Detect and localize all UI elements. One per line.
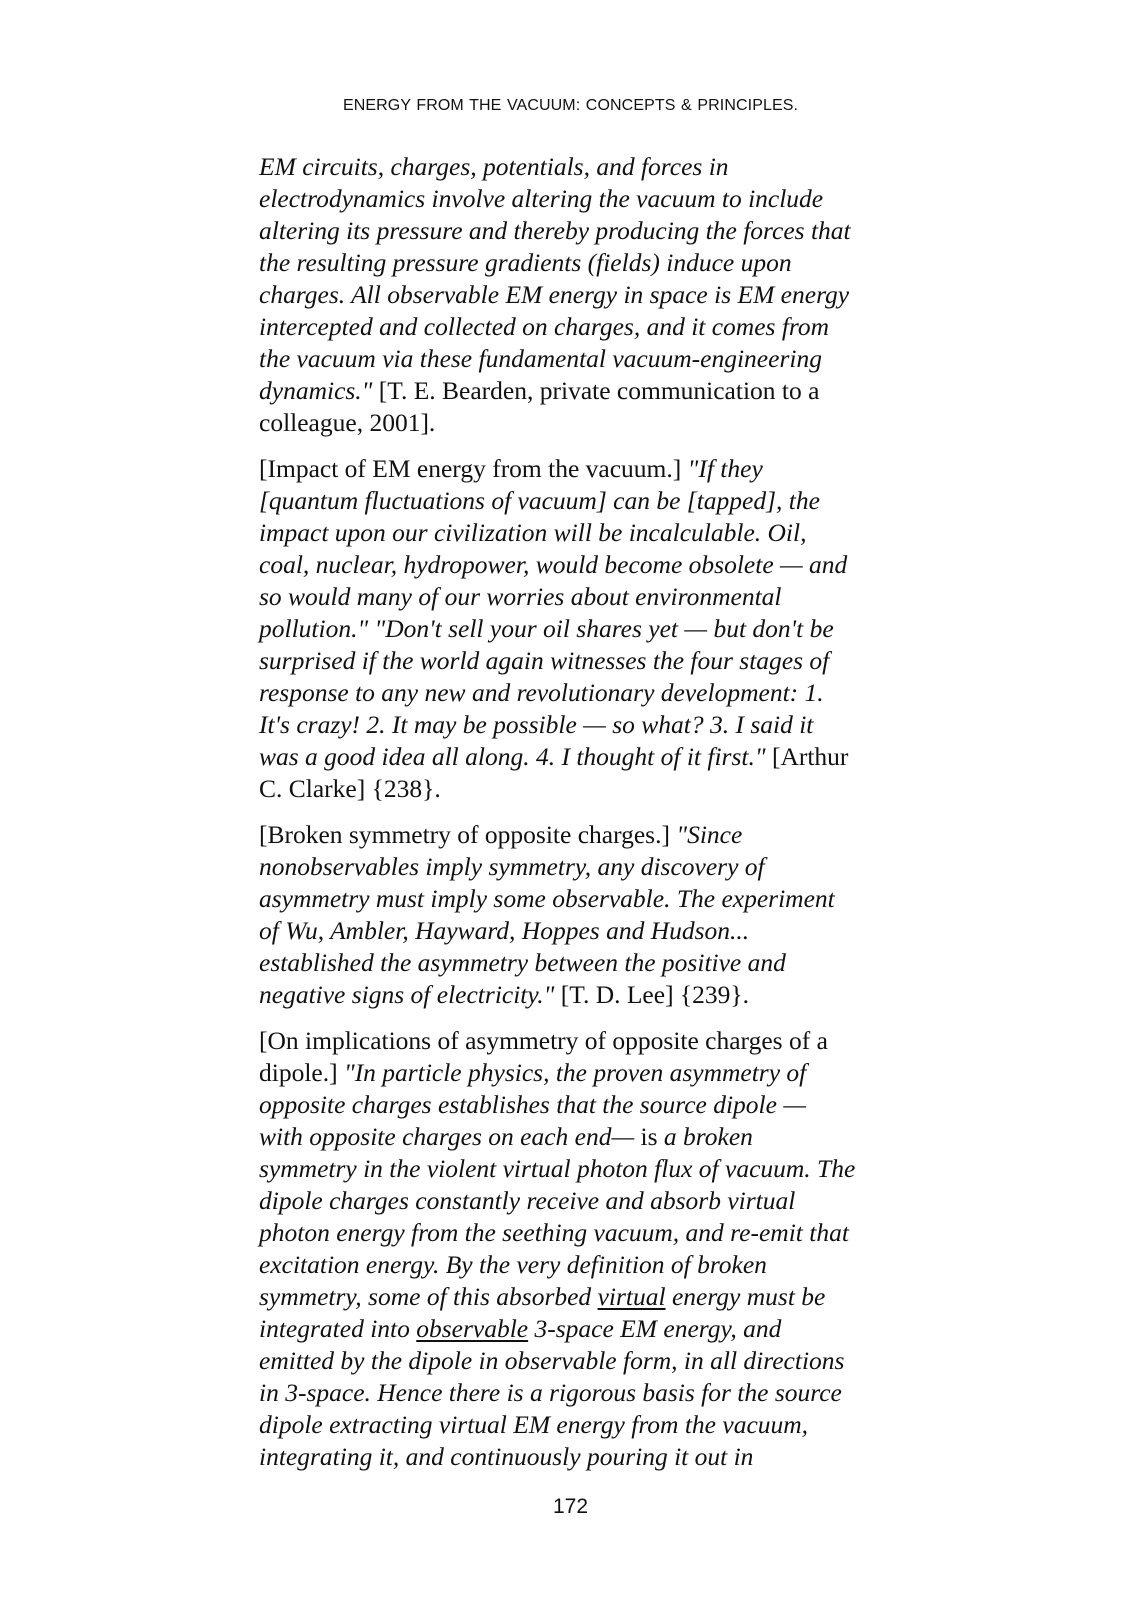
text-span: asymmetry must imply some observable. The experiment [259,884,835,913]
text-line [259,183,939,215]
text-span: opposite charges establishes that the source dipole — [259,1090,807,1119]
text-line [259,819,939,851]
text-span: the resulting pressure gradients (fields) induce upon [259,248,792,277]
text-line [259,151,939,183]
text-span: nonobservables imply symmetry, any discovery of [259,852,765,881]
text-span: energy must be [665,1282,826,1311]
text-span: integrating it, and continuously pouring it out in [259,1442,754,1471]
text-span: symmetry in the violent virtual photon flux of vacuum. The [259,1154,856,1183]
text-span: impact upon our civilization will be incalculable. Oil, [259,518,807,547]
text-span: [Arthur [765,742,849,771]
text-span: "If they [687,454,763,483]
text-line [259,311,939,343]
text-span: dynamics." [259,376,373,405]
text-line [259,1281,939,1313]
text-line [259,1121,939,1153]
text-span: "In particle physics, the proven asymmetry of [343,1058,807,1087]
text-line [259,645,939,677]
text-line [259,1345,939,1377]
text-line [259,1089,939,1121]
text-span: response to any new and revolutionary development: 1. [259,678,824,707]
text-span: intercepted and collected on charges, and it comes from [259,312,830,341]
text-span: coal, nuclear, hydropower, would become obsolete — and [259,550,848,579]
page-number: 172 [552,1495,589,1518]
text-span: pollution." "Don't sell your oil shares yet — but don't be [259,614,834,643]
text-span: of Wu, Ambler, Hayward, Hoppes and Hudson... [259,916,750,945]
text-span: is [640,1122,664,1151]
text-line [259,517,939,549]
text-span: charges. All observable EM energy in space is EM energy [259,280,850,309]
text-span: symmetry, some of this absorbed [259,1282,598,1311]
text-span: electrodynamics involve altering the vacuum to include [259,184,824,213]
text-line [259,1409,939,1441]
text-span: in 3-space. Hence there is a rigorous basis for the source [259,1378,842,1407]
text-span: colleague, 2001]. [259,408,436,437]
text-span: emitted by the dipole in observable form, in all directions [259,1346,845,1375]
text-line [259,375,939,407]
text-span: integrated into [259,1314,417,1343]
text-span: the vacuum via these fundamental vacuum-engineering [259,344,822,373]
text-span: It's crazy! 2. It may be possible — so what? 3. I said it [259,710,814,739]
text-line [259,1185,939,1217]
text-span: was a good idea all along. 4. I thought of it first." [259,742,766,771]
text-line [259,581,939,613]
text-line [259,947,939,979]
text-span: altering its pressure and thereby producing the forces that [259,216,851,245]
text-line [259,485,939,517]
text-line [259,247,939,279]
text-span: 3-space EM energy, and [528,1314,782,1343]
text-span: EM circuits, charges, potentials, and forces in [259,152,729,181]
running-head: ENERGY FROM THE VACUUM: CONCEPTS & PRINCIPLES. [342,97,799,114]
paragraph [259,151,939,439]
text-span: [Impact of EM energy from the vacuum.] [259,454,688,483]
body-text [259,151,939,1487]
text-span: [T. E. Bearden, private communication to a [372,376,820,405]
text-span: established the asymmetry between the positive and [259,948,786,977]
text-line [259,1025,939,1057]
text-line [259,453,939,485]
text-line [259,1313,939,1345]
paragraph [259,453,939,805]
text-line [259,1217,939,1249]
text-span: [T. D. Lee] {239}. [554,980,750,1009]
text-line [259,979,939,1011]
text-line [259,883,939,915]
text-span: [quantum fluctuations of vacuum] can be [tapped], the [259,486,820,515]
text-line [259,549,939,581]
text-span: with opposite charges on each end— [259,1122,641,1151]
text-line [259,407,939,439]
text-span: a broken [663,1122,753,1151]
text-span: negative signs of electricity." [259,980,555,1009]
text-line [259,1249,939,1281]
text-span: dipole extracting virtual EM energy from the vacuum, [259,1410,809,1439]
underlined-text-span: virtual [597,1282,666,1311]
text-line [259,851,939,883]
text-span: surprised if the world again witnesses the four stages of [259,646,830,675]
text-line [259,773,939,805]
text-line [259,343,939,375]
text-span: [On implications of asymmetry of opposite charges of a [259,1026,828,1055]
text-span: dipole.] [259,1058,344,1087]
text-line [259,709,939,741]
text-line [259,613,939,645]
text-line [259,1057,939,1089]
paragraph [259,1025,939,1473]
text-span: C. Clarke] {238}. [259,774,441,803]
text-span: "Since [676,820,743,849]
text-line [259,741,939,773]
underlined-text-span: observable [416,1314,529,1343]
text-line [259,1377,939,1409]
text-span: excitation energy. By the very definition of broken [259,1250,767,1279]
text-line [259,915,939,947]
text-span: photon energy from the seething vacuum, and re-emit that [259,1218,849,1247]
text-span: so would many of our worries about environmental [259,582,782,611]
text-span: [Broken symmetry of opposite charges.] [259,820,677,849]
text-line [259,677,939,709]
text-line [259,215,939,247]
text-span: dipole charges constantly receive and absorb virtual [259,1186,796,1215]
text-line [259,1441,939,1473]
text-line [259,279,939,311]
text-line [259,1153,939,1185]
paragraph [259,819,939,1011]
